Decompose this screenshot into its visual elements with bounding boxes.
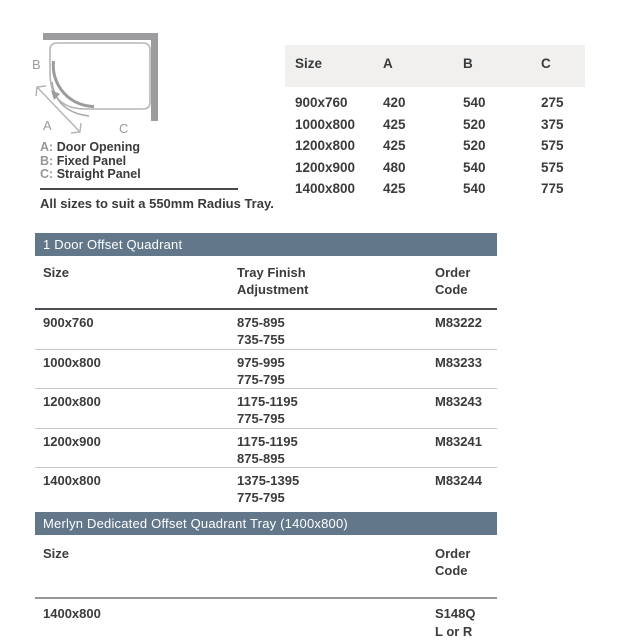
- legend-item-a: [40, 141, 141, 155]
- adjustment-line2: 875-895: [237, 450, 285, 466]
- table-row: [35, 468, 497, 507]
- cell-c: 375: [541, 116, 564, 132]
- adjustment-line2: 735-755: [237, 332, 285, 347]
- diagram-label-b: B: [32, 57, 41, 72]
- cell-adjustment: [237, 314, 435, 348]
- column-spacer: [237, 545, 435, 579]
- offset-quadrant-section: [35, 233, 497, 507]
- cell-order-code: [435, 605, 497, 640]
- table-row: [295, 137, 585, 159]
- column-header-size: Size: [43, 546, 70, 561]
- table-row: [35, 389, 497, 429]
- cell-size: 1200x800: [43, 394, 101, 409]
- diagram-label-a: A: [43, 118, 52, 133]
- cell-a: 425: [383, 116, 406, 132]
- column-header-code-line2: Code: [435, 563, 468, 578]
- cell-c: 775: [541, 181, 564, 196]
- adjustment-line2: 775-795: [237, 490, 285, 505]
- dimensions-table: [285, 45, 585, 202]
- diagram-label-c: C: [119, 121, 129, 136]
- legend-key-a: A:: [40, 140, 54, 154]
- radius-note: All sizes to suit a 550mm Radius Tray.: [40, 196, 274, 211]
- cell-size: 1000x800: [295, 116, 356, 132]
- cell-c: 275: [541, 95, 564, 110]
- cell-size: 1200x800: [295, 138, 356, 153]
- dedicated-tray-section: [35, 512, 497, 640]
- legend-text-c: Straight Panel: [56, 167, 141, 181]
- column-header-code-line2: Code: [435, 282, 468, 297]
- dedicated-tray-column-headers: [35, 535, 497, 599]
- column-header-code-line1: Order: [435, 546, 471, 561]
- diagram-legend: [40, 141, 141, 182]
- cell-c: 575: [541, 159, 564, 175]
- cell-b: 540: [463, 95, 486, 110]
- legend-item-c: [40, 168, 141, 182]
- dims-header-a: A: [383, 56, 393, 71]
- cell-adjustment: [237, 433, 435, 467]
- cell-spacer: [237, 605, 435, 640]
- order-code-line2: L or R: [435, 623, 473, 639]
- cell-a: 425: [383, 181, 406, 196]
- table-row: [295, 159, 585, 181]
- adjustment-line2: 775-795: [237, 371, 285, 387]
- dims-header-size: Size: [295, 56, 323, 71]
- cell-a: 425: [383, 138, 406, 153]
- cell-order-code: M83222: [435, 315, 482, 330]
- column-header-adjustment: [237, 264, 435, 298]
- section-bar-dedicated-tray: Merlyn Dedicated Offset Quadrant Tray (1400x800): [35, 512, 497, 535]
- cell-size: 1400x800: [43, 606, 101, 621]
- table-row: [35, 599, 497, 640]
- legend-key-c: C:: [40, 167, 54, 181]
- adjustment-line1: 1375-1395: [237, 473, 300, 488]
- cell-order-code: M83243: [435, 394, 482, 409]
- cell-adjustment: [237, 393, 435, 427]
- offset-quadrant-column-headers: [35, 256, 497, 310]
- cell-b: 540: [463, 181, 486, 196]
- cell-b: 540: [463, 159, 486, 175]
- column-header-code: [435, 545, 497, 579]
- section-bar-offset-quadrant: 1 Door Offset Quadrant: [35, 233, 497, 256]
- adjustment-line1: 875-895: [237, 315, 285, 330]
- wall-top: [43, 33, 158, 40]
- cell-size: 1000x800: [43, 354, 101, 370]
- column-header-adjustment-line2: Adjustment: [237, 282, 309, 297]
- dimensions-table-header: [285, 45, 585, 87]
- adjustment-line1: 1175-1195: [237, 394, 298, 409]
- cell-size: 900x760: [43, 315, 94, 330]
- cell-b: 520: [463, 116, 486, 132]
- cell-order-code: M83244: [435, 473, 482, 488]
- cell-size: 1200x900: [43, 433, 101, 449]
- legend-item-b: [40, 155, 141, 169]
- wall-right: [151, 33, 158, 121]
- cell-c: 575: [541, 138, 564, 153]
- cell-adjustment: [237, 472, 435, 506]
- cell-a: 480: [383, 159, 406, 175]
- cell-order-code: M83241: [435, 433, 482, 449]
- dimensions-table-body: [285, 94, 585, 202]
- tray-outline: [50, 43, 150, 109]
- cell-adjustment: [237, 354, 435, 388]
- column-header-size: Size: [43, 265, 70, 280]
- dims-header-c: C: [541, 56, 551, 71]
- cell-size: 1200x900: [295, 159, 356, 175]
- table-row: [295, 116, 585, 138]
- adjustment-line2: 775-795: [237, 411, 285, 426]
- legend-key-b: B:: [40, 153, 54, 168]
- column-header-code-line1: Order: [435, 265, 471, 280]
- cell-order-code: M83233: [435, 354, 482, 370]
- table-row: [35, 310, 497, 350]
- table-row: [35, 350, 497, 390]
- cell-size: 1400x800: [43, 473, 101, 488]
- table-row: [35, 429, 497, 469]
- legend-divider: [40, 188, 238, 190]
- dims-header-b: B: [463, 56, 473, 71]
- cell-size: 900x760: [295, 95, 348, 110]
- table-row: [295, 180, 585, 202]
- cell-b: 520: [463, 138, 486, 153]
- column-header-adjustment-line1: Tray Finish: [237, 265, 306, 280]
- cell-size: 1400x800: [295, 181, 356, 196]
- adjustment-line1: 975-995: [237, 354, 285, 370]
- legend-text-a: Door Opening: [56, 140, 141, 154]
- cell-a: 420: [383, 95, 406, 110]
- column-header-code: [435, 264, 497, 298]
- order-code-line1: S148Q: [435, 606, 476, 621]
- legend-text-b: Fixed Panel: [56, 153, 127, 168]
- adjustment-line1: 1175-1195: [237, 433, 298, 449]
- quadrant-diagram: [25, 22, 175, 147]
- table-row: [295, 94, 585, 116]
